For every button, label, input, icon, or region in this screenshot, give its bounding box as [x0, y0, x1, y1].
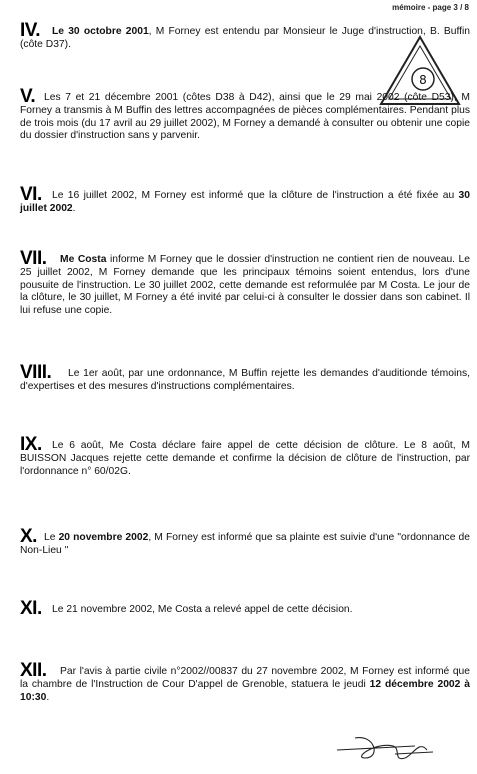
text-run: .	[46, 691, 50, 703]
text-run: informe M Forney que le dossier d'instruction ne contient rien de nouveau. Le 25 juillet 2002, M Forney demande que les principaux témoins soient entendus, lors d'une pousuite de l'instruction. Le 30 juillet 2002, cette demande est reformulée par M Costa. Le jour de la clôture, le 30 juillet, M Forney a été invité par celui-ci à consulter le dossier dans son cabinet. Il lui refuse une copie.	[20, 254, 471, 317]
bold-text: 30 juillet 2002	[20, 190, 470, 214]
text-run: Les 7 et 21 décembre 2001 (côtes D38 à D42), ainsi que le 29 mai 2002 (côte D53), M Forney a transmis à M Buffin des lettres accompagnées de pièces complémentaires. Pendant plus de trois mois (du 17 avril au 29 juillet 2002), M Forney a demandé à consulter ou obtenir une copie du dossier d'instruction sans y parvenir.	[20, 92, 470, 142]
section-4	[20, 20, 470, 52]
text-run: , M Forney est entendu par Monsieur le Juge d'instruction, B. Buffin (côte D37).	[20, 26, 470, 50]
text-run: , M Forney est informé que sa plainte est suivie d'une "ordonnance de Non-Lieu "	[20, 532, 470, 556]
stamp-number: 8	[419, 73, 427, 87]
bold-text: 12 décembre 2002 à 10:30	[20, 678, 470, 703]
section-numeral: V.	[20, 86, 36, 107]
text-run: Le 16 juillet 2002, M Forney est informé que la clôture de l'instruction a été fixée au	[52, 190, 459, 201]
section-numeral: XI.	[20, 598, 42, 619]
section-numeral: VII.	[20, 248, 47, 269]
section-numeral: IV.	[20, 20, 40, 41]
section-text	[20, 532, 470, 558]
section-text	[20, 368, 470, 394]
section-numeral: VIII.	[20, 362, 52, 383]
section-10	[20, 526, 470, 558]
section-text	[20, 26, 470, 52]
section-11	[20, 598, 470, 619]
section-9	[20, 434, 470, 478]
section-numeral: IX.	[20, 434, 42, 455]
text-run: Le 6 août, Me Costa déclare faire appel de cette décision de clôture. Le 8 août, M BUISSON Jacques rejette cette demande et confirme la décision de clôture de l'instruction, par l'ordonnance n° 60/02G.	[20, 440, 470, 477]
section-6	[20, 184, 470, 216]
section-text	[20, 440, 470, 478]
section-8	[20, 362, 470, 394]
section-text	[20, 254, 470, 318]
bold-text: Me Costa	[60, 254, 107, 265]
page-header: mémoire - page 3 / 8	[392, 3, 469, 12]
text-run: Par l'avis à partie civile n°2002//00837 du 27 novembre 2002, M Forney est informé que la chambre de l'Instruction de Cour D'appel de Grenoble, statuera le jeudi	[20, 666, 470, 690]
section-numeral: XII.	[20, 660, 47, 681]
text-run: .	[72, 202, 76, 214]
text-run: Le 21 novembre 2002, Me Costa a relevé appel de cette décision.	[52, 604, 353, 615]
bold-text: 20 novembre 2002	[58, 532, 149, 543]
section-text	[20, 92, 470, 143]
text-run: Le	[44, 532, 59, 543]
text-run: Le 1er août, par une ordonnance, M Buffin rejette les demandes d'auditionde témoins, d'expertises et des mesures d'instructions complémentaires.	[20, 368, 470, 392]
section-text	[20, 666, 470, 704]
section-text	[20, 604, 470, 617]
section-numeral: X.	[20, 526, 37, 547]
handwritten-signature	[335, 728, 435, 766]
bold-text: Le 30 octobre 2001	[52, 26, 149, 37]
section-text	[20, 190, 470, 216]
section-numeral: VI.	[20, 184, 42, 205]
section-12	[20, 660, 470, 704]
section-5	[20, 86, 470, 143]
section-7	[20, 248, 471, 318]
